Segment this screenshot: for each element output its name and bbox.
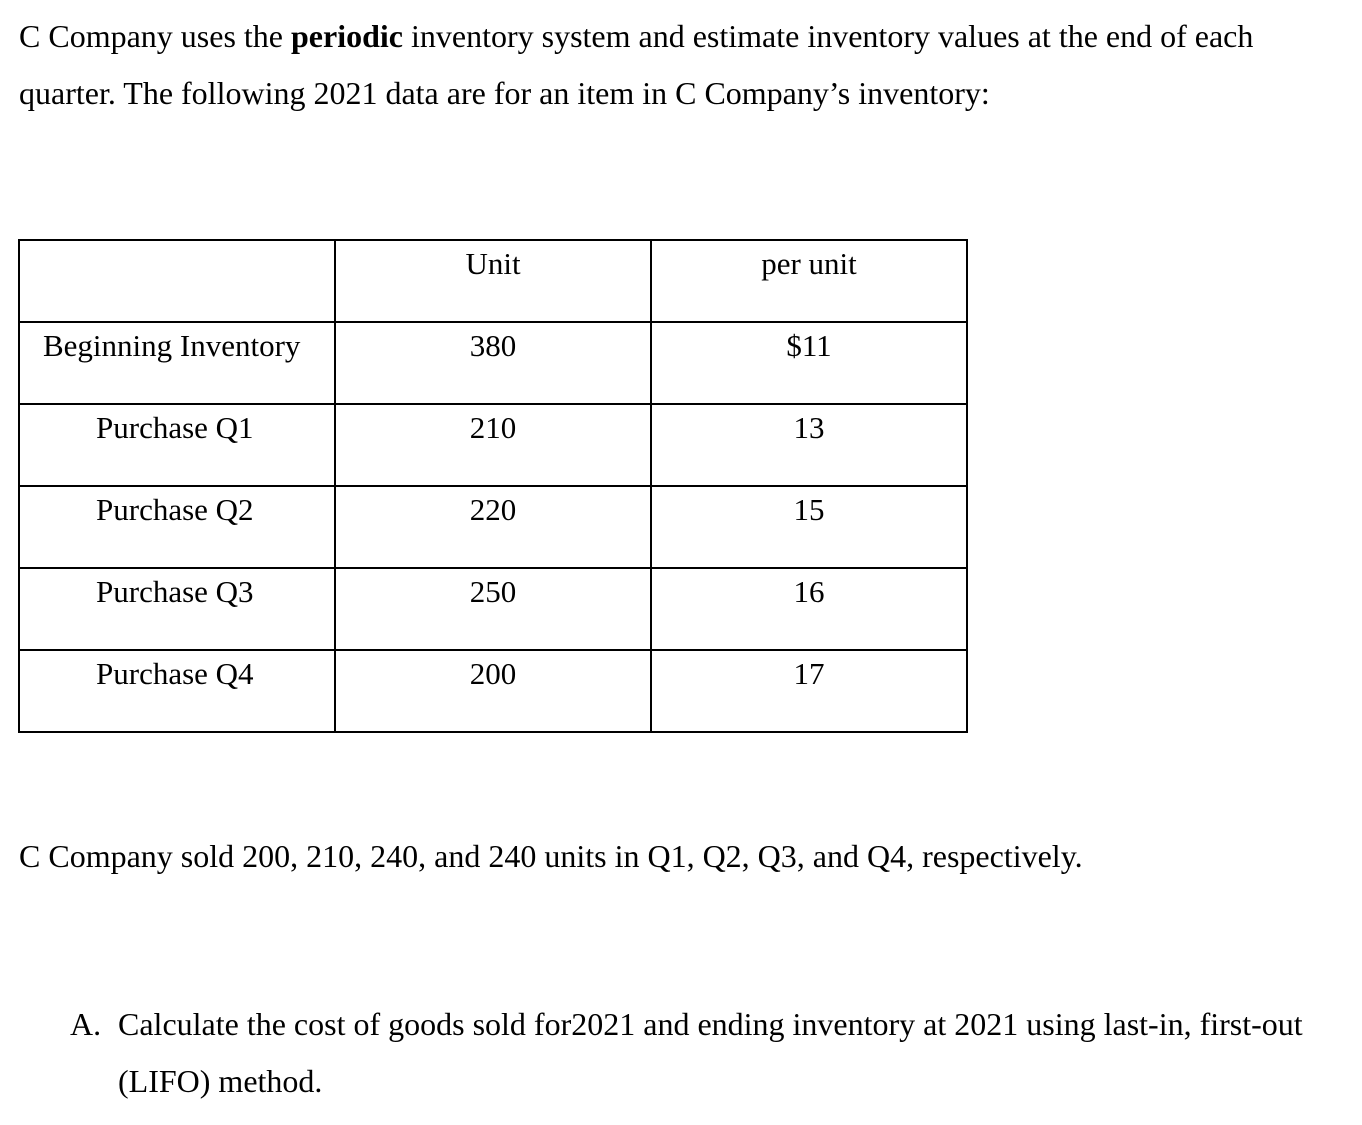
inventory-table (18, 239, 968, 733)
question-a (70, 996, 1320, 1110)
row-label-cell: Purchase Q3 (19, 568, 335, 650)
header-cell-per-unit: per unit (651, 240, 967, 322)
row-units-cell: 210 (335, 404, 651, 486)
table-header-row (19, 240, 967, 322)
header-cell-empty (19, 240, 335, 322)
intro-bold-term: periodic (290, 18, 403, 54)
row-label-cell: Purchase Q1 (19, 404, 335, 486)
header-cell-unit: Unit (335, 240, 651, 322)
row-units-cell: 250 (335, 568, 651, 650)
question-marker: A. (70, 1006, 102, 1042)
row-units-cell: 220 (335, 486, 651, 568)
row-label-cell: Beginning Inventory (19, 322, 335, 404)
row-units-cell: 200 (335, 650, 651, 732)
row-cost-cell: $11 (651, 322, 967, 404)
intro-text-part2: inventory system and estimate inventory values at the end of each quarter. The following 2021 data are for an item in C Company’s inventory: (19, 18, 1254, 111)
sales-statement: C Company sold 200, 210, 240, and 240 units in Q1, Q2, Q3, and Q4, respectively. (19, 838, 1083, 874)
table-row (19, 322, 967, 404)
intro-paragraph (19, 8, 1339, 122)
row-label-cell: Purchase Q2 (19, 486, 335, 568)
row-label-cell: Purchase Q4 (19, 650, 335, 732)
row-cost-cell: 17 (651, 650, 967, 732)
row-cost-cell: 13 (651, 404, 967, 486)
row-cost-cell: 16 (651, 568, 967, 650)
row-units-cell: 380 (335, 322, 651, 404)
row-cost-cell: 15 (651, 486, 967, 568)
table-row (19, 650, 967, 732)
intro-text-part1: C Company uses the (19, 18, 291, 54)
table-row (19, 486, 967, 568)
table-row (19, 404, 967, 486)
question-text: Calculate the cost of goods sold for2021 and ending inventory at 2021 using last-in, first-out (LIFO) method. (118, 1006, 1303, 1099)
table-row (19, 568, 967, 650)
